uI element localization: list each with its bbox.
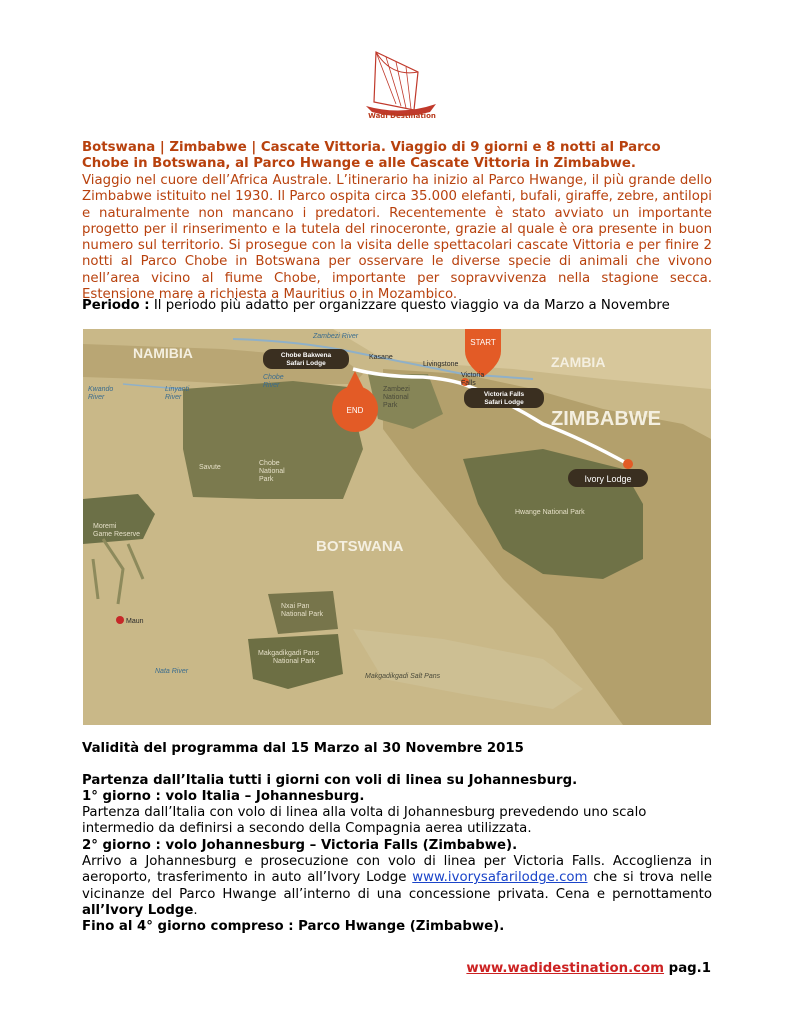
svg-text:River: River bbox=[263, 382, 280, 389]
logo-text: Wadi Destination bbox=[368, 112, 436, 120]
svg-text:Nxai Pan: Nxai Pan bbox=[281, 603, 310, 610]
route-map bbox=[83, 329, 711, 725]
page-title: Botswana | Zimbabwe | Cascate Vittoria. Viaggio di 9 giorni e 8 notti al Parco Chobe in Botswana, al Parco Hwange e alle Cascate Vittoria in Zimbabwe. bbox=[82, 140, 661, 172]
svg-text:Savute: Savute bbox=[199, 464, 221, 471]
period-line bbox=[82, 298, 712, 314]
label-botswana: BOTSWANA bbox=[316, 538, 404, 555]
svg-text:Ivory Lodge: Ivory Lodge bbox=[584, 474, 632, 484]
svg-text:National Park: National Park bbox=[281, 611, 324, 618]
intro-paragraph: Viaggio nel cuore dell’Africa Australe. L’itinerario ha inizio al Parco Hwange, il più grande dello Zimbabwe istituito nel 1930. Il Parco ospita circa 35.000 elefanti, bufali, giraffe, zebre, antilopi e naturalmente non mancano i predatori. Recentemente è stato avviato un importante progetto per il rinserimento e la tutela del rinoceronte, grazie al quale è ora presente in buon numero sul territorio. Si prosegue con la visita delle spettacolari cascate Vittoria e per finire 2 notti al Parco Chobe in Botswana per osservare le diverse specie di animali che vivono nell’area vicino al fiume Chobe, importante per sopravvivenza nella stagione secca. Estensione mare a richiesta a Mauritius o in Mozambico. bbox=[82, 173, 712, 303]
day2-lodge-bold: all’Ivory Lodge bbox=[82, 902, 194, 918]
day4-heading: Fino al 4° giorno compreso : Parco Hwange (Zimbabwe). bbox=[82, 919, 505, 934]
svg-text:Park: Park bbox=[259, 476, 274, 483]
day2-text-part2: che si trova nelle vicinanze del Parco Hwange all’interno di una concessione privata. Cena e pernottamento bbox=[82, 870, 712, 902]
svg-text:Nata River: Nata River bbox=[155, 668, 189, 675]
day2-heading: 2° giorno : volo Johannesburg – Victoria Falls (Zimbabwe). bbox=[82, 838, 518, 853]
svg-text:Zambezi River: Zambezi River bbox=[313, 333, 359, 340]
svg-text:Game Reserve: Game Reserve bbox=[93, 531, 141, 538]
svg-text:Falls: Falls bbox=[461, 380, 476, 387]
svg-text:Chobe: Chobe bbox=[259, 460, 280, 467]
label-zambia: ZAMBIA bbox=[551, 354, 606, 370]
svg-text:Kwando: Kwando bbox=[88, 386, 114, 393]
period-text: Il periodo più adatto per organizzare questo viaggio va da Marzo a Novembre bbox=[149, 298, 670, 313]
day2-text bbox=[82, 854, 712, 919]
svg-text:Makgadikgadi Pans: Makgadikgadi Pans bbox=[258, 650, 320, 657]
validity-line: Validità del programma dal 15 Marzo al 30 Novembre 2015 bbox=[82, 741, 524, 756]
svg-text:River: River bbox=[165, 394, 182, 401]
svg-text:Zambezi: Zambezi bbox=[383, 386, 410, 393]
ivory-lodge-link[interactable]: www.ivorysafarilodge.com bbox=[412, 870, 588, 886]
label-zimbabwe: ZIMBABWE bbox=[551, 408, 661, 430]
svg-text:Makgadikgadi Salt Pans: Makgadikgadi Salt Pans bbox=[365, 673, 441, 680]
day1-text: Partenza dall’Italia con volo di linea alla volta di Johannesburg prevedendo uno scalo intermedio da definirsi a secondo della Compagnia aerea utilizzata. bbox=[82, 805, 647, 837]
svg-text:Safari Lodge: Safari Lodge bbox=[484, 399, 524, 406]
start-label: START bbox=[470, 338, 496, 347]
period-label: Periodo : bbox=[82, 298, 150, 313]
svg-text:River: River bbox=[88, 394, 105, 401]
svg-text:Victoria Falls: Victoria Falls bbox=[483, 391, 525, 398]
svg-text:Maun: Maun bbox=[126, 618, 144, 625]
svg-text:National: National bbox=[259, 468, 285, 475]
svg-text:Chobe: Chobe bbox=[263, 374, 284, 381]
wadi-destination-logo bbox=[356, 42, 446, 122]
footer bbox=[466, 961, 711, 976]
footer-page: pag.1 bbox=[664, 961, 711, 976]
footer-site-link[interactable]: www.wadidestination.com bbox=[466, 961, 665, 976]
lodge-chobe-bakwena bbox=[263, 349, 349, 369]
day2-dot: . bbox=[193, 902, 198, 918]
svg-text:National: National bbox=[383, 394, 409, 401]
label-namibia: NAMIBIA bbox=[133, 345, 193, 361]
svg-text:National Park: National Park bbox=[273, 658, 316, 665]
svg-text:Park: Park bbox=[383, 402, 398, 409]
departure-line: Partenza dall’Italia tutti i giorni con voli di linea su Johannesburg. bbox=[82, 773, 578, 788]
svg-text:Linyanti: Linyanti bbox=[165, 386, 190, 393]
svg-text:Kasane: Kasane bbox=[369, 354, 393, 361]
svg-text:Livingstone: Livingstone bbox=[423, 361, 459, 368]
svg-text:Victoria: Victoria bbox=[461, 372, 485, 379]
day1-heading: 1° giorno : volo Italia – Johannesburg. bbox=[82, 789, 365, 804]
svg-text:Hwange National Park: Hwange National Park bbox=[515, 509, 585, 516]
lodge-victoria-falls bbox=[464, 388, 544, 408]
svg-text:Moremi: Moremi bbox=[93, 523, 117, 530]
day2-text-part1: Arrivo a Johannesburg e prosecuzione con volo di linea per Victoria Falls. Accoglienza in aeroporto, trasferimento in auto all’Ivory Lodge bbox=[82, 854, 712, 886]
svg-text:Safari Lodge: Safari Lodge bbox=[286, 360, 326, 367]
lodge-ivory bbox=[568, 469, 648, 487]
svg-text:Chobe Bakwena: Chobe Bakwena bbox=[280, 352, 332, 359]
end-label: END bbox=[346, 406, 364, 415]
